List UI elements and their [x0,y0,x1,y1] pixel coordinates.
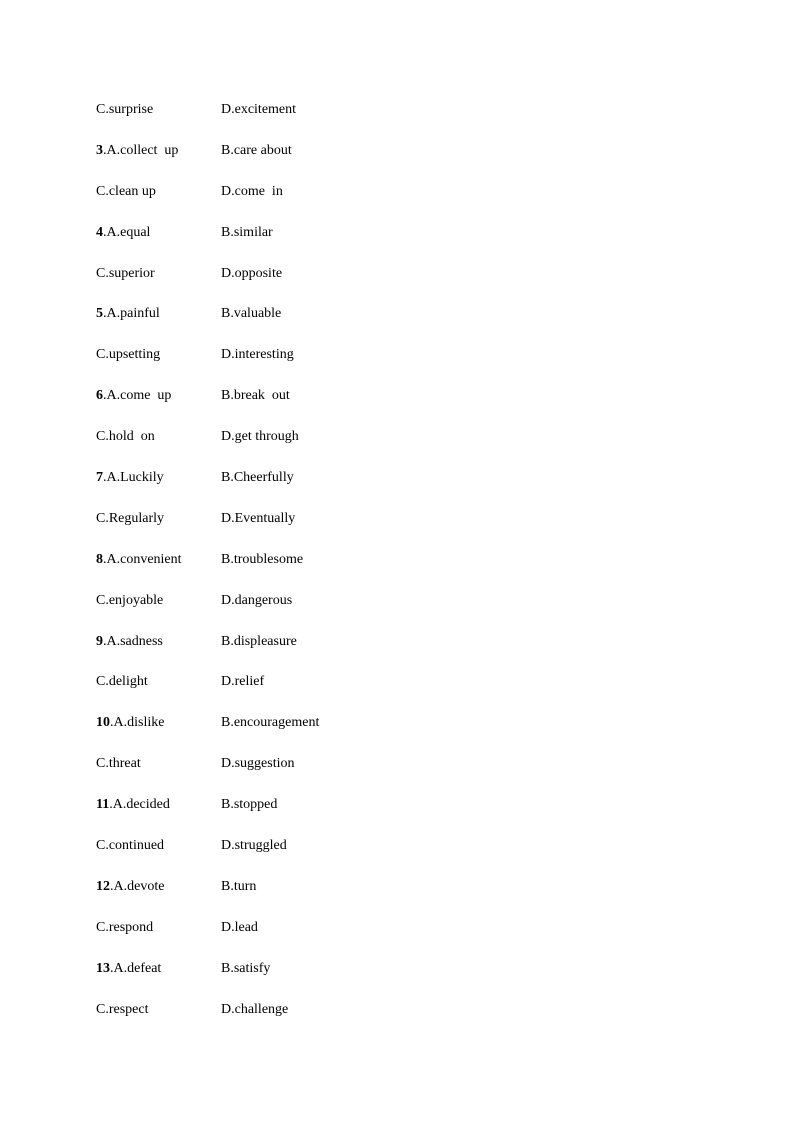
option-left [96,100,153,120]
option-row [96,182,696,223]
option-text: C.continued [96,838,165,854]
option-right: B.satisfy [221,960,271,976]
option-row [96,959,696,1000]
option-row [96,509,696,550]
option-text: .A.convenient [103,551,182,567]
option-text: C.clean up [96,183,156,199]
option-right: D.relief [221,674,265,690]
option-left [96,591,163,611]
option-row [96,427,696,468]
option-left [96,918,153,938]
question-number: 11 [96,797,110,813]
option-row [96,100,696,141]
option-text: C.surprise [96,102,154,117]
option-left [96,264,155,284]
option-left [96,223,150,243]
option-right: B.Cheerfully [221,470,294,486]
option-left [96,877,164,897]
option-left [96,632,163,652]
option-left [96,468,164,488]
options-list [96,100,696,1040]
option-row [96,754,696,795]
option-left [96,754,141,774]
option-text: .A.equal [103,224,151,240]
option-right: B.displeasure [221,633,297,649]
option-row [96,713,696,754]
option-left [96,386,171,406]
option-right: D.opposite [221,265,283,281]
option-right: B.break out [221,388,290,404]
option-row [96,345,696,386]
option-right: B.encouragement [221,715,320,731]
option-text: C.hold on [96,429,155,445]
option-text: .A.devote [110,878,165,894]
option-row [96,1000,696,1041]
option-row [96,550,696,591]
option-text: .A.collect up [103,142,179,158]
option-right: B.valuable [221,306,282,322]
option-left [96,304,160,324]
option-left [96,141,178,161]
option-left [96,345,160,365]
option-right: D.excitement [221,102,297,117]
option-row [96,141,696,182]
option-right: D.come in [221,183,283,199]
question-number: 7 [96,470,103,486]
option-left [96,836,164,856]
option-row [96,795,696,836]
option-row [96,386,696,427]
option-left [96,795,170,815]
option-row [96,468,696,509]
option-left [96,550,182,570]
question-number: 4 [96,224,103,240]
option-left [96,959,161,979]
option-text: C.Regularly [96,510,165,526]
question-number: 10 [96,715,110,731]
option-text: .A.dislike [110,715,165,731]
option-text: C.threat [96,756,141,772]
option-row [96,223,696,264]
option-text: C.respect [96,1001,149,1017]
option-text: .A.Luckily [103,470,164,486]
option-row [96,672,696,713]
option-right: B.turn [221,878,257,894]
option-text: .A.defeat [110,960,162,976]
option-left [96,182,156,202]
option-right: D.Eventually [221,510,296,526]
option-right: D.interesting [221,347,294,363]
question-number: 12 [96,878,110,894]
option-left [96,1000,148,1020]
option-row [96,632,696,673]
option-right: D.challenge [221,1001,289,1017]
option-right: D.get through [221,429,299,445]
option-right: B.troublesome [221,551,304,567]
question-number: 13 [96,960,110,976]
option-right: D.lead [221,919,258,935]
option-text: C.superior [96,265,155,281]
option-left [96,672,148,692]
option-right: D.suggestion [221,756,295,772]
option-right: D.dangerous [221,592,293,608]
option-left [96,427,155,447]
question-number: 8 [96,551,103,567]
option-right: D.struggled [221,838,287,854]
option-right: B.similar [221,224,273,240]
option-text: .A.sadness [103,633,163,649]
question-number: 3 [96,142,103,158]
option-row [96,918,696,959]
option-text: C.upsetting [96,347,161,363]
option-row [96,877,696,918]
option-right: B.stopped [221,797,278,813]
question-number: 6 [96,388,103,404]
option-text: C.enjoyable [96,592,164,608]
option-left [96,509,164,529]
option-text: .A.decided [109,797,170,813]
question-number: 5 [96,306,103,322]
option-row [96,591,696,632]
option-text: C.delight [96,674,148,690]
option-text: .A.come up [103,388,172,404]
question-number: 9 [96,633,103,649]
option-right: B.care about [221,142,292,158]
option-text: C.respond [96,919,154,935]
option-left [96,713,164,733]
option-text: .A.painful [103,306,160,322]
option-row [96,304,696,345]
option-row [96,264,696,305]
option-row [96,836,696,877]
